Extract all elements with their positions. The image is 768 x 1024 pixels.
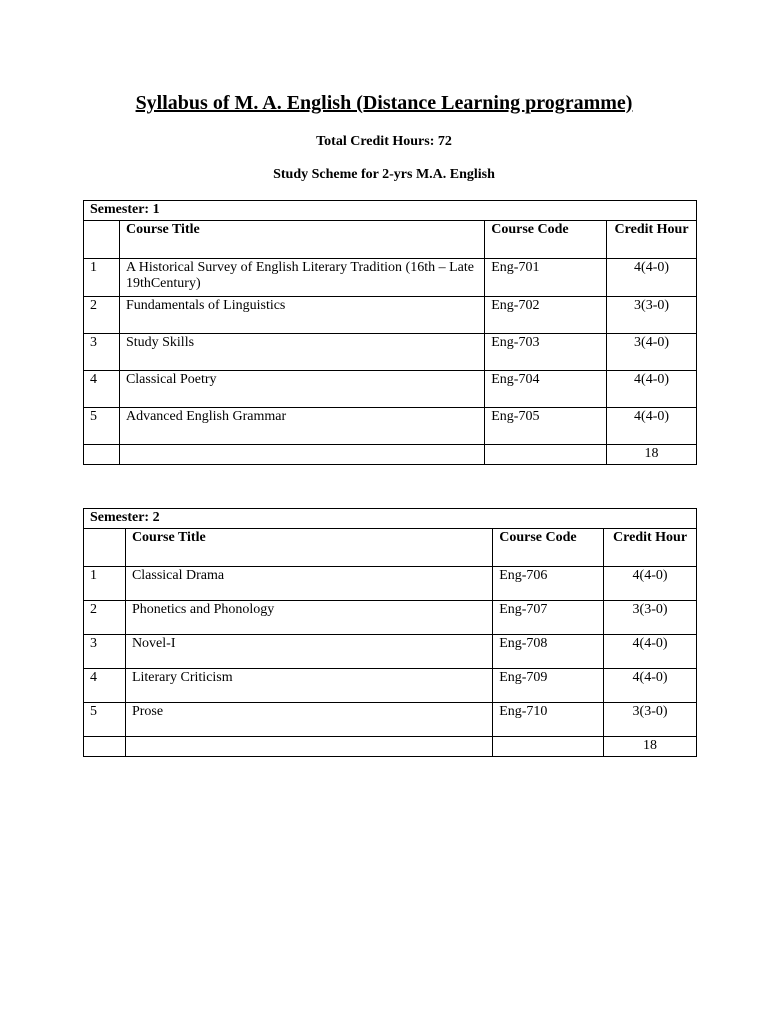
credit-hour: 3(3-0) (604, 703, 697, 737)
empty-cell (125, 737, 492, 757)
study-scheme-heading: Study Scheme for 2-yrs M.A. English (273, 167, 495, 182)
column-header-row (84, 529, 697, 567)
course-code-header: Course Code (493, 529, 604, 567)
course-code: Eng-704 (485, 371, 607, 408)
course-title: Fundamentals of Linguistics (119, 297, 484, 334)
empty-cell (493, 737, 604, 757)
total-credit-hours-cell: 18 (604, 737, 697, 757)
course-code: Eng-708 (493, 635, 604, 669)
credit-hour: 4(4-0) (604, 567, 697, 601)
total-credit-hours: Total Credit Hours: 72 (316, 134, 452, 149)
semester-2-table (83, 508, 697, 757)
course-title-header: Course Title (119, 221, 484, 259)
table-row (84, 334, 697, 371)
empty-cell (84, 737, 126, 757)
table-row (84, 567, 697, 601)
credit-hour: 3(4-0) (607, 334, 697, 371)
credit-hour: 3(3-0) (607, 297, 697, 334)
course-code: Eng-710 (493, 703, 604, 737)
credit-hour-header: Credit Hour (607, 221, 697, 259)
course-code: Eng-702 (485, 297, 607, 334)
credit-hour: 4(4-0) (607, 408, 697, 445)
semester-1-table (83, 200, 697, 465)
credit-hour: 4(4-0) (607, 371, 697, 408)
row-number: 1 (84, 567, 126, 601)
course-title: Classical Poetry (119, 371, 484, 408)
table-row (84, 259, 697, 297)
row-number: 1 (84, 259, 120, 297)
semester-header-row (84, 201, 697, 221)
number-header-cell (84, 529, 126, 567)
course-title: Prose (125, 703, 492, 737)
course-title: Classical Drama (125, 567, 492, 601)
row-number: 3 (84, 635, 126, 669)
row-number: 2 (84, 297, 120, 334)
course-title: Study Skills (119, 334, 484, 371)
course-code: Eng-706 (493, 567, 604, 601)
credit-hour: 4(4-0) (607, 259, 697, 297)
column-header-row (84, 221, 697, 259)
course-title: Phonetics and Phonology (125, 601, 492, 635)
credit-hour: 4(4-0) (604, 635, 697, 669)
row-number: 4 (84, 669, 126, 703)
semester-label: Semester: 2 (84, 509, 697, 529)
table-row (84, 703, 697, 737)
credit-hour: 3(3-0) (604, 601, 697, 635)
table-row (84, 297, 697, 334)
row-number: 4 (84, 371, 120, 408)
credit-hour-header: Credit Hour (604, 529, 697, 567)
table-row (84, 408, 697, 445)
course-title: Literary Criticism (125, 669, 492, 703)
table-row (84, 371, 697, 408)
course-code: Eng-709 (493, 669, 604, 703)
row-number: 5 (84, 408, 120, 445)
course-title: Novel-I (125, 635, 492, 669)
semester-header-row (84, 509, 697, 529)
course-code: Eng-705 (485, 408, 607, 445)
row-number: 2 (84, 601, 126, 635)
course-title-header: Course Title (125, 529, 492, 567)
total-credit-hours-cell: 18 (607, 445, 697, 465)
table-row (84, 601, 697, 635)
total-row (84, 737, 697, 757)
course-code-header: Course Code (485, 221, 607, 259)
empty-cell (84, 445, 120, 465)
course-code: Eng-701 (485, 259, 607, 297)
course-code: Eng-707 (493, 601, 604, 635)
semester-label: Semester: 1 (84, 201, 697, 221)
row-number: 5 (84, 703, 126, 737)
empty-cell (119, 445, 484, 465)
number-header-cell (84, 221, 120, 259)
row-number: 3 (84, 334, 120, 371)
page-title: Syllabus of M. A. English (Distance Learning programme) (135, 92, 633, 114)
table-row (84, 635, 697, 669)
credit-hour: 4(4-0) (604, 669, 697, 703)
total-row (84, 445, 697, 465)
course-title: A Historical Survey of English Literary Tradition (16th – Late 19thCentury) (119, 259, 484, 297)
course-title: Advanced English Grammar (119, 408, 484, 445)
empty-cell (485, 445, 607, 465)
course-code: Eng-703 (485, 334, 607, 371)
table-row (84, 669, 697, 703)
